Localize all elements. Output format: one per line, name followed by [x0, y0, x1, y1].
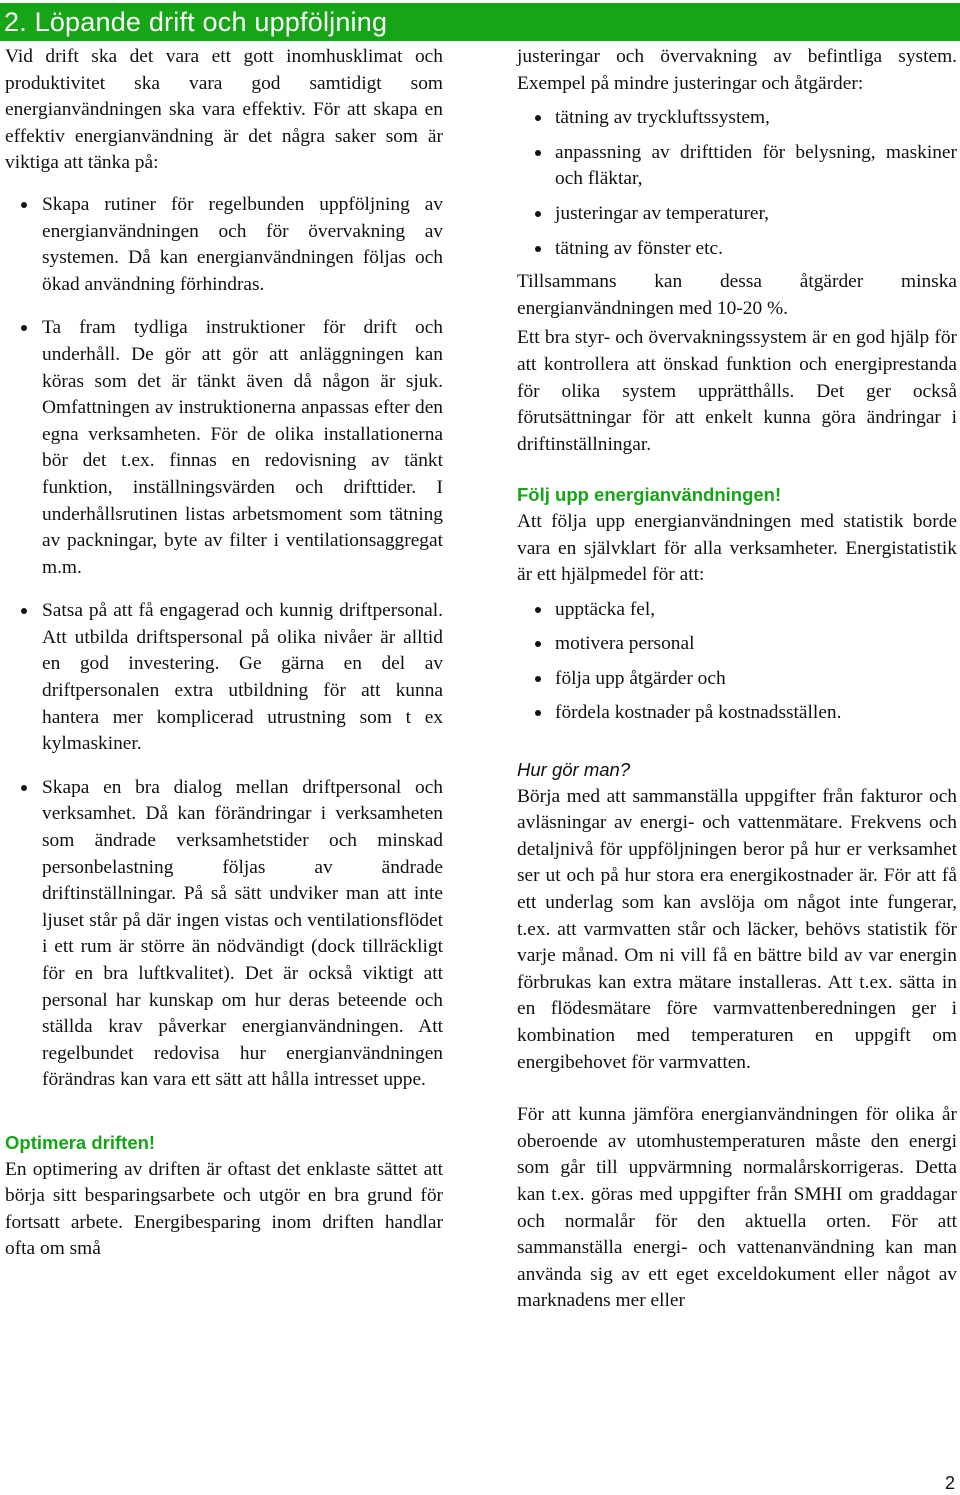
- howto-paragraph: Börja med att sammanställa uppgifter från fakturor och avläsningar av energi- och vattenmätare. Frekvens och detaljnivå för uppföljningen beror på hur er verksamhet ser ut och på hur stora era energikostnader är. För att få ett underlag som kan avslöja om något inte fungerar, t.ex. att varmvatten står och läcker, behövs statistik för varje månad. Om ni vill få en bättre bild av var energin förbrukas kan extra mätare installeras. Att t.ex. sätta in en flödesmätare före varmvattenberedningen ger i kombination med temperaturen en uppgift om energibehovet för varmvatten.: [517, 785, 957, 1073]
- control-system-paragraph: Ett bra styr- och övervakningssystem är en god hjälp för att kontrollera att önskad funktion och energiprestanda för olika system upprätthålls. Det ger också förutsättningar för att enkelt kunna göra ändringar i driftinställningar.: [517, 327, 957, 455]
- list-item: tätning av fönster etc.: [517, 236, 957, 263]
- howto-heading: Hur gör man?: [517, 759, 631, 781]
- recommendation-list: [5, 192, 443, 1094]
- section-title: 2. Löpande drift och uppföljning: [4, 7, 388, 37]
- list-item: justeringar av temperaturer,: [517, 201, 957, 228]
- optimize-heading: Optimera driften!: [5, 1131, 156, 1153]
- page-number: 2: [944, 1473, 955, 1493]
- optimize-paragraph: En optimering av driften är oftast det enklaste sättet att börja sitt besparingsarbete och utgör en bra grund för fortsatt arbete. Energibesparing inom driften handlar ofta om små: [5, 1158, 443, 1260]
- list-item: följa upp åtgärder och: [517, 666, 957, 693]
- list-item: fördela kostnader på kostnadsställen.: [517, 700, 957, 727]
- right-column: [517, 44, 957, 1315]
- list-item: upptäcka fel,: [517, 597, 957, 624]
- list-item: anpassning av drifttiden för belysning, maskiner och fläktar,: [517, 140, 957, 193]
- adjustments-list: [517, 105, 957, 262]
- section-header-bar: [0, 3, 960, 41]
- list-item: motivera personal: [517, 631, 957, 658]
- list-item: Satsa på att få engagerad och kunnig driftpersonal. Att utbilda driftspersonal på olika nivåer är alltid en god investering. Ge gärna en del av driftpersonalen extra utbildning för att kunna hantera mer komplicerad utrustning som t ex kylmaskiner.: [5, 598, 443, 758]
- list-item: Skapa rutiner för regelbunden uppföljning av energianvändningen och för övervakning av systemen. Då kan energianvändningen följas och ökad användning förhindras.: [5, 192, 443, 298]
- list-item: Skapa en bra dialog mellan driftpersonal och verksamhet. Då kan förändringar i verksamheten som ändrade verksamhetstider och minskad personbelastning följas av ändrade driftinställningar. På så sätt undviker man att inte ljuset står på där ingen vistas och ventilationsflödet i ett rum är större än nödvändigt (dock tillräckligt för en bra luftkvalitet). Det är också viktigt att personal har kunskap om hur deras beteende och ställda krav påverkar energianvändningen. Att regelbundet redovisa hur energianvändningen förändras kan vara ett sätt att hålla intresset uppe.: [5, 775, 443, 1094]
- purposes-list: [517, 597, 957, 727]
- list-item: Ta fram tydliga instruktioner för drift och underhåll. De gör att gör att anläggningen kan köras som det är tänkt även då någon är sjuk. Omfattningen av instruktionerna anpassas efter den egna verksamheten. För de olika installationerna bör det t.ex. finnas en redovisning av tänkt funktion, inställningsvärden och drifttider. I underhållsrutinen listas arbetsmoment som tätning av packningar, byte av filter i ventilationsaggregat m.m.: [5, 315, 443, 581]
- intro-paragraph: Vid drift ska det vara ett gott inomhusklimat och produktivitet ska vara god samtidigt som energianvändningen ska vara effektiv. För att skapa en effektiv energianvändning är det några saker som är viktiga att tänka på:: [5, 46, 443, 174]
- left-column: [5, 44, 443, 1263]
- followup-paragraph: Att följa upp energianvändningen med statistik borde vara en självklart för alla verksamheter. Energistatistik är ett hjälpmedel för att:: [517, 510, 957, 586]
- savings-paragraph: Tillsammans kan dessa åtgärder minska energianvändningen med 10-20 %.: [517, 271, 957, 319]
- list-item: tätning av tryckluftssystem,: [517, 105, 957, 132]
- comparison-paragraph: För att kunna jämföra energianvändningen för olika år oberoende av utomhustemperaturen måste den energi som går till uppvärmning normalårskorrigeras. Detta kan t.ex. göras med uppgifter från SMHI om graddagar och normalår för den aktuella orten. För att sammanställa energi- och vattenanvändning kan man använda sig av ett eget exceldokument eller något av marknadens mer eller: [517, 1104, 957, 1312]
- followup-heading: Följ upp energianvändningen!: [517, 484, 782, 506]
- adjustments-intro: justeringar och övervakning av befintliga system. Exempel på mindre justeringar och åtgärder:: [517, 46, 957, 94]
